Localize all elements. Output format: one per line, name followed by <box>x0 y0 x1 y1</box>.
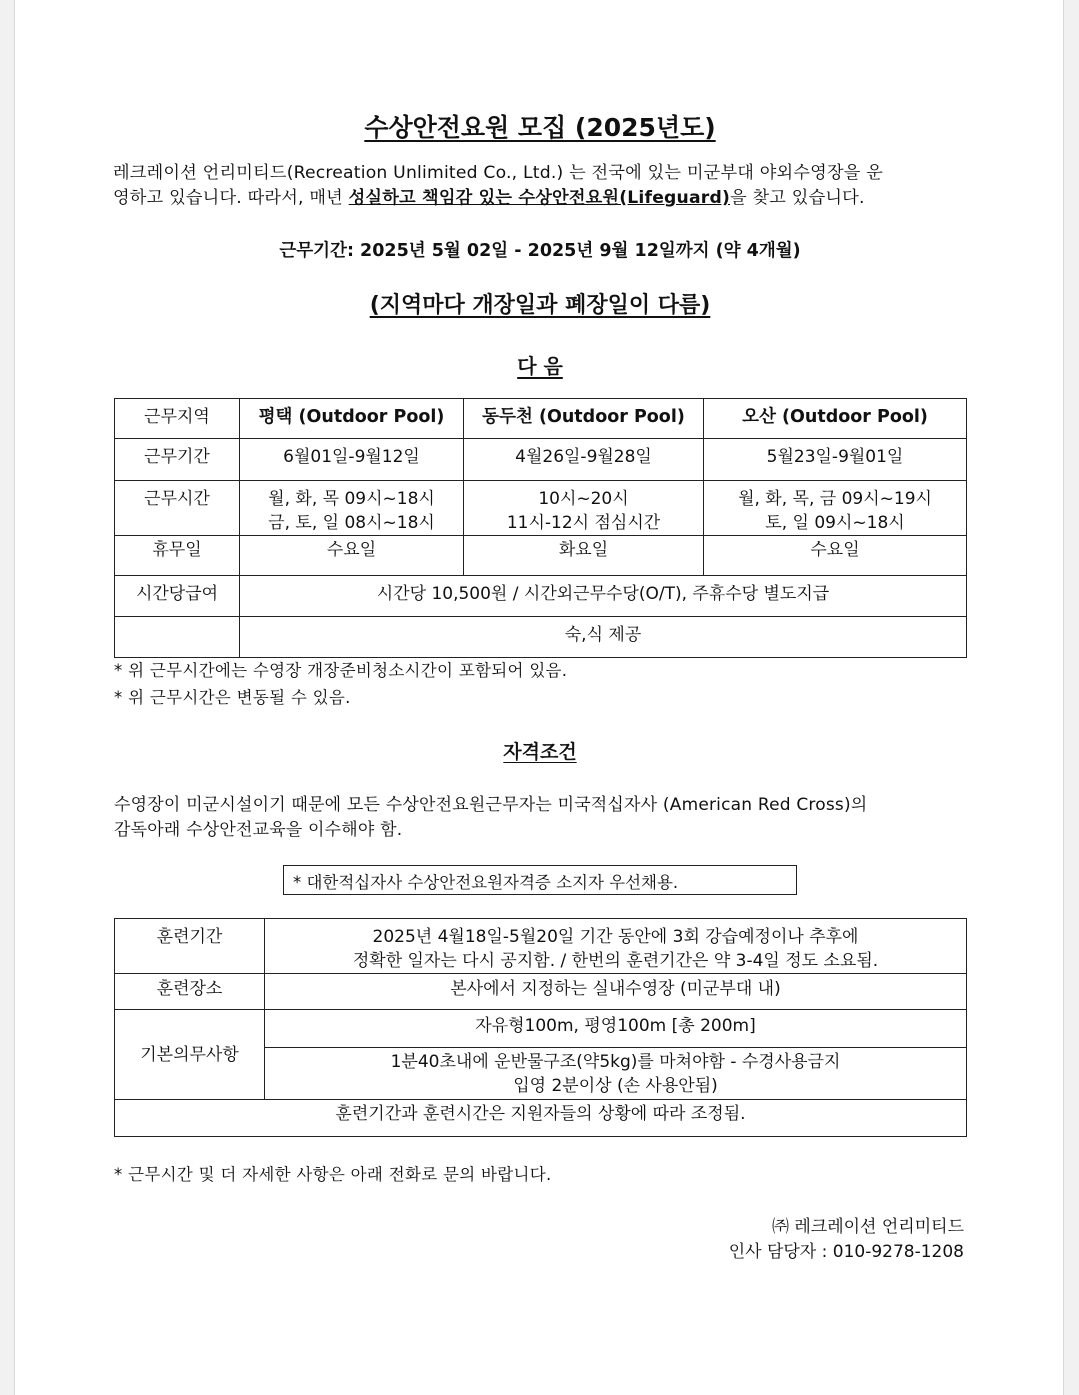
meals-cell: 숙,식 제공 <box>240 617 967 658</box>
table-row <box>115 1010 967 1048</box>
note-line: * 위 근무시간에는 수영장 개장준비청소시간이 포함되어 있음. <box>114 661 568 680</box>
table-row <box>115 919 967 974</box>
table-row <box>115 399 967 439</box>
table-cell: 본사에서 지정하는 실내수영장 (미군부대 내) <box>265 974 967 1010</box>
table-row <box>115 1100 967 1137</box>
training-footer-cell: 훈련기간과 훈련시간은 지원자들의 상황에 따라 조정됨. <box>115 1100 967 1137</box>
table-cell: 6월01일-9월12일 <box>240 439 464 481</box>
table-row <box>115 481 967 536</box>
priority-note-box: * 대한적십자사 수상안전요원자격증 소지자 우선채용. <box>283 865 797 895</box>
table-cell: 2025년 4월18일-5월20일 기간 동안에 3회 강습예정이나 추후에 정확한 일자는 다시 공지함. / 한번의 훈련기간은 약 3-4일 정도 소요됨. <box>265 919 967 974</box>
row-label: 기본의무사항 <box>115 1010 265 1100</box>
document-page <box>14 0 1064 1395</box>
row-label: 근무기간 <box>115 439 240 481</box>
table-cell: 5월23일-9월01일 <box>704 439 967 481</box>
table-row <box>115 439 967 481</box>
table-row <box>115 617 967 658</box>
subtitle: (지역마다 개장일과 폐장일이 다름) <box>369 293 711 318</box>
table-cell: 월, 화, 목, 금 09시~19시 토, 일 09시~18시 <box>704 481 967 536</box>
intro-line-1: 레크레이션 언리미티드(Recreation Unlimited Co., Ltd.) 는 전국에 있는 미군부대 야외수영장을 운 <box>113 163 884 183</box>
table-row <box>115 974 967 1010</box>
qualification-line-2: 감독아래 수상안전교육을 이수해야 함. <box>114 820 403 840</box>
row-label: 시간당급여 <box>115 576 240 617</box>
row-label <box>115 617 240 658</box>
table-cell: 화요일 <box>464 536 704 576</box>
row-label: 근무시간 <box>115 481 240 536</box>
intro-emphasis: 성실하고 책임감 있는 수상안전요원(Lifeguard) <box>348 188 731 208</box>
table-row <box>115 576 967 617</box>
qualification-line-1: 수영장이 미군시설이기 때문에 모든 수상안전요원근무자는 미국적십자사 (American Red Cross)의 <box>114 795 868 815</box>
header-cell-pyeongtaek: 평택 (Outdoor Pool) <box>240 399 464 439</box>
row-label: 휴무일 <box>115 536 240 576</box>
pay-cell: 시간당 10,500원 / 시간외근무수당(O/T), 주휴수당 별도지급 <box>240 576 967 617</box>
table-cell: 4월26일-9월28일 <box>464 439 704 481</box>
section-heading-qualification: 자격조건 <box>503 741 577 763</box>
section-heading-next: 다 음 <box>517 354 563 378</box>
table-cell: 월, 화, 목 09시~18시 금, 토, 일 08시~18시 <box>240 481 464 536</box>
row-label: 훈련장소 <box>115 974 265 1010</box>
schedule-table <box>114 398 967 658</box>
page-title: 수상안전요원 모집 (2025년도) <box>364 113 716 142</box>
note-line: * 위 근무시간은 변동될 수 있음. <box>114 688 351 707</box>
training-table <box>114 918 967 1137</box>
table-row <box>115 536 967 576</box>
table-cell: 수요일 <box>240 536 464 576</box>
row-label: 훈련기간 <box>115 919 265 974</box>
header-cell-osan: 오산 (Outdoor Pool) <box>704 399 967 439</box>
table-cell: 자유형100m, 평영100m [총 200m] <box>265 1010 967 1048</box>
intro-line-2: 영하고 있습니다. 따라서, 매년 성실하고 책임감 있는 수상안전요원(Lifeguard)을 찾고 있습니다. <box>113 188 865 208</box>
work-period: 근무기간: 2025년 5월 02일 - 2025년 9월 12일까지 (약 4개월) <box>279 241 801 261</box>
header-cell: 근무지역 <box>115 399 240 439</box>
hr-contact: 인사 담당자 : 010-9278-1208 <box>728 1242 964 1262</box>
contact-note: * 근무시간 및 더 자세한 사항은 아래 전화로 문의 바랍니다. <box>114 1165 552 1184</box>
header-cell-dongducheon: 동두천 (Outdoor Pool) <box>464 399 704 439</box>
company-name: ㈜ 레크레이션 언리미티드 <box>771 1217 964 1237</box>
table-cell: 1분40초내에 운반물구조(약5kg)를 마쳐야함 - 수경사용금지 입영 2분이상 (손 사용안됨) <box>265 1048 967 1100</box>
table-cell: 수요일 <box>704 536 967 576</box>
table-cell: 10시~20시 11시-12시 점심시간 <box>464 481 704 536</box>
